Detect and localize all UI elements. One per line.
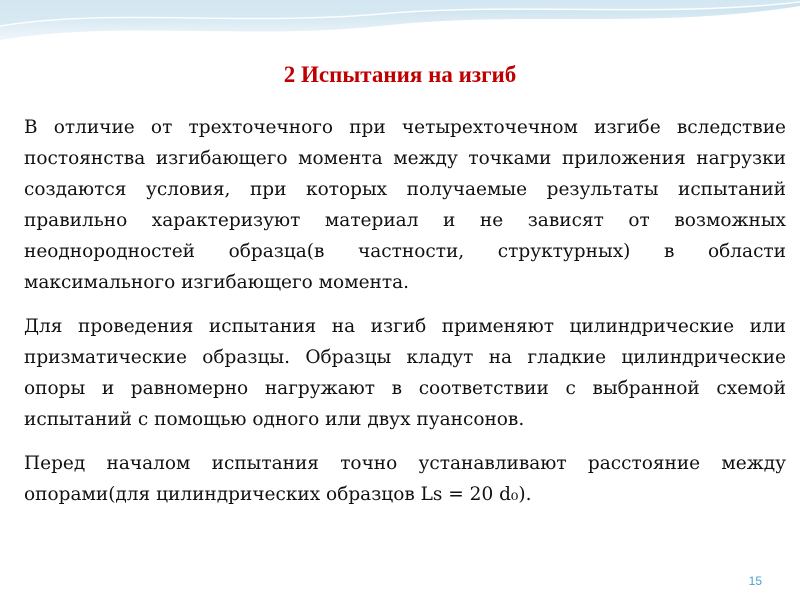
- header-wave-decoration: [0, 0, 800, 70]
- paragraph-four-point-bending: В отличие от трехточечного при четырехточечном изгибе вследствие постоянства изгибающего момента между точками приложения нагрузки создаются условия, при которых получаемые результаты испытаний правильно характеризуют материал и не зависят от возможных неоднородностей образца(в частности, структурных) в области максимального изгибающего момента.: [24, 117, 786, 293]
- slide-body: [24, 112, 786, 523]
- page-number: 15: [748, 574, 762, 588]
- paragraph-support-distance: Перед началом испытания точно устанавливают расстояние между опорами(для цилиндрических образцов Ls = 20 d₀).: [24, 453, 786, 505]
- paragraph-specimens: Для проведения испытания на изгиб применяют цилиндрические или призматические образцы. Образцы кладут на гладкие цилиндрические опоры и равномерно нагружают в соответствии с выбранной схемой испытаний с помощью одного или двух пуансонов.: [24, 316, 786, 430]
- slide-title: 2 Испытания на изгиб: [283, 62, 517, 87]
